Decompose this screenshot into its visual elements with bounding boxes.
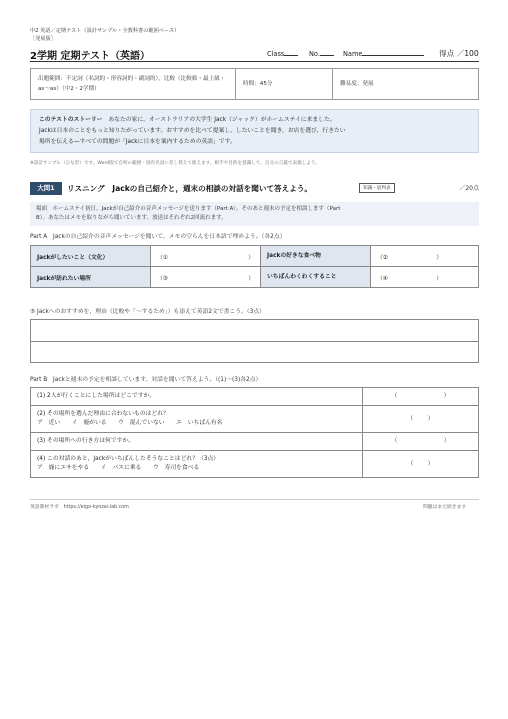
table-row <box>31 406 479 433</box>
question-b2: (2) その場所を選んだ理由に合わないものはどれ？ ア 近い イ 鹿がいる ウ 混んでいない エ いちばん有名 <box>31 406 363 433</box>
part-b-question-table <box>30 387 479 478</box>
answer-blank-1[interactable]: （① ） <box>151 246 261 267</box>
time-cell: 時間：45分 <box>236 69 333 99</box>
table-row <box>31 388 479 406</box>
answer-blank-b3[interactable]: （ ） <box>363 433 479 451</box>
part-a-memo-table <box>30 245 479 288</box>
class-field[interactable]: Class <box>267 49 298 58</box>
scope-cell: 出題範囲：不定詞（名詞的・形容詞的・副詞的），比較（比較級・最上級・as～as）（中2・2学期） <box>31 69 236 99</box>
question-b4: (4) この対話のあと，Jackがいちばんしたそうなことはどれ？（3点） ア 鹿にエサをやる イ バスに乗る ウ 寿司を食べる <box>31 451 363 478</box>
question-b1: (1) 2人が行くことにした場所はどこですか。 <box>31 388 363 406</box>
table-row <box>31 267 479 288</box>
answer-blank-3[interactable]: （③ ） <box>151 267 261 288</box>
score-label: 得点 ／100 <box>439 49 479 58</box>
choices-b4: ア 鹿にエサをやる イ バスに乗る ウ 寿司を食べる <box>37 465 200 471</box>
part-a-instruction: Part A Jackの自己紹介の音声メッセージを聞いて，メモの空らんを日本語で埋めよう。（各2点） <box>30 234 286 240</box>
answer-box-5[interactable] <box>30 319 479 363</box>
section-badge: 大問1 <box>30 182 62 195</box>
table-row <box>31 246 479 267</box>
answer-blank-4[interactable]: （④ ） <box>371 267 479 288</box>
skill-tag: 知識・思判表 <box>359 183 395 193</box>
scene-box <box>30 202 479 226</box>
answer-blank-b1[interactable]: （ ） <box>363 388 479 406</box>
difficulty-cell: 難易度：発展 <box>340 81 374 87</box>
part-b-instruction: Part B Jackと週末の予定を相談しています。対話を聞いて答えよう。（(1)～(3)各2点） <box>30 377 262 383</box>
sample-note: ※設計サンプル（ひな形）です。Word版で自校の範囲・固有名詞に差し替えて使えます。相手や目的を意識して，自分の言葉で表現しよう。 <box>30 161 321 166</box>
number-field[interactable]: No. <box>309 49 334 58</box>
memo-header: いちばんわくわくすること <box>261 267 371 288</box>
page-title: 2学期 定期テスト（英語） <box>30 51 151 62</box>
answer-blank-2[interactable]: （② ） <box>371 246 479 267</box>
memo-header: Jackが訪れたい場所 <box>31 267 151 288</box>
question-5: ⑤ Jackへのおすすめを，理由（比較や「～するため」）も添えて英語2文で書こう。（3点） <box>30 309 265 315</box>
story-text-1: あなたの家に，オーストラリアの大学生 Jack（ジャック）がホームステイに来ました。 <box>102 117 336 123</box>
table-row <box>31 451 479 478</box>
footer-continue: 問題はまだ続きます <box>423 505 467 510</box>
section-1-header <box>30 182 479 196</box>
memo-header: Jackがしたいこと（文化） <box>31 246 151 267</box>
scene-text-1: 場面 ホームステイ初日，Jackが自己紹介の音声メッセージを送ります（Part A）。そのあと週末の予定を相談します（Part <box>36 206 341 212</box>
scene-text-2: B）。あなたはメモを取りながら聞いています。放送はそれぞれ2回流れます。 <box>36 215 227 221</box>
page-subtitle: 中2 英語／定期テスト（設計サンプル・全教科書の範囲ベース） <box>30 28 180 34</box>
section-points: ／20点 <box>459 185 479 192</box>
story-lead: このテストのストーリー <box>39 117 103 123</box>
footer-divider <box>30 499 479 500</box>
answer-blank-b4[interactable]: （ ） <box>363 451 479 478</box>
question-b3: (3) その場所への行き方は何ですか。 <box>31 433 363 451</box>
table-row <box>31 433 479 451</box>
story-text-3: 場所を伝える―すべての問題が「Jackに日本を案内するための英語」です。 <box>39 139 236 145</box>
test-info-table <box>30 68 479 100</box>
answer-blank-b2[interactable]: （ ） <box>363 406 479 433</box>
footer-site: 英語教材ラボ https://eigo-kyozai-lab.com <box>30 505 129 510</box>
choices-b2: ア 近い イ 鹿がいる ウ 混んでいない エ いちばん有名 <box>37 420 223 426</box>
edition-label: ［発展版］ <box>30 36 56 42</box>
story-box <box>30 109 479 153</box>
title-divider <box>30 61 479 62</box>
memo-header: Jackの好きな食べ物 <box>261 246 371 267</box>
story-text-2: Jackは日本のことをもっと知りたがっています。おすすめを比べて提案し，したいことを聞き，お店を選び，行きたい <box>39 128 346 134</box>
name-field[interactable]: Name <box>343 49 424 58</box>
section-title: リスニング Jackの自己紹介と，週末の相談の対話を聞いて答えよう。 <box>67 184 313 193</box>
